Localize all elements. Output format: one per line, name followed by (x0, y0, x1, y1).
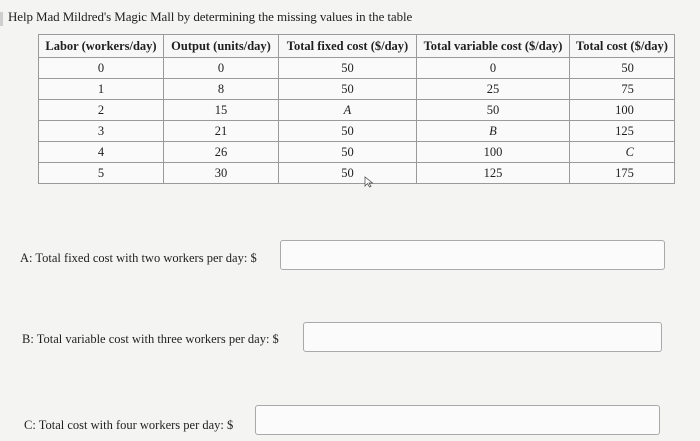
cell-total-cost-missing-c: C (570, 142, 675, 163)
cost-table (38, 34, 675, 184)
cell-variable-cost: 50 (417, 100, 570, 121)
header-labor: Labor (workers/day) (39, 35, 164, 58)
question-b-label: B: Total variable cost with three workers per day: $ (22, 332, 279, 346)
cell-fixed-cost-missing-a: A (279, 100, 417, 121)
header-total-cost: Total cost ($/day) (570, 35, 675, 58)
cell-variable-cost: 25 (417, 79, 570, 100)
cell-fixed-cost: 50 (279, 142, 417, 163)
cell-labor: 1 (39, 79, 164, 100)
cell-labor: 4 (39, 142, 164, 163)
cell-output: 30 (164, 163, 279, 184)
cell-total-cost: 175 (570, 163, 675, 184)
header-variable-cost: Total variable cost ($/day) (417, 35, 570, 58)
table-row (39, 121, 675, 142)
cell-fixed-cost: 50 (279, 163, 417, 184)
mouse-pointer-icon (364, 176, 374, 188)
cell-total-cost: 125 (570, 121, 675, 142)
cell-total-cost: 100 (570, 100, 675, 121)
cell-total-cost: 50 (570, 58, 675, 79)
cell-labor: 2 (39, 100, 164, 121)
cell-fixed-cost: 50 (279, 121, 417, 142)
cell-fixed-cost: 50 (279, 58, 417, 79)
cell-output: 0 (164, 58, 279, 79)
header-output: Output (units/day) (164, 35, 279, 58)
cell-output: 26 (164, 142, 279, 163)
cell-total-cost: 75 (570, 79, 675, 100)
answer-a-input[interactable] (280, 240, 665, 270)
answer-b-input[interactable] (303, 322, 662, 352)
cell-labor: 5 (39, 163, 164, 184)
cell-labor: 0 (39, 58, 164, 79)
cell-variable-cost-missing-b: B (417, 121, 570, 142)
cell-output: 8 (164, 79, 279, 100)
cell-variable-cost: 0 (417, 58, 570, 79)
cell-fixed-cost: 50 (279, 79, 417, 100)
window-edge-mark (0, 12, 3, 26)
cell-variable-cost: 100 (417, 142, 570, 163)
question-a-label: A: Total fixed cost with two workers per day: $ (20, 251, 257, 265)
cell-output: 21 (164, 121, 279, 142)
cell-labor: 3 (39, 121, 164, 142)
table-row (39, 163, 675, 184)
cell-output: 15 (164, 100, 279, 121)
instruction-text: Help Mad Mildred's Magic Mall by determining the missing values in the table (8, 9, 413, 24)
answer-c-input[interactable] (255, 405, 660, 435)
table-row (39, 58, 675, 79)
table-row (39, 79, 675, 100)
header-fixed-cost: Total fixed cost ($/day) (279, 35, 417, 58)
cell-variable-cost: 125 (417, 163, 570, 184)
question-c-label: C: Total cost with four workers per day: $ (24, 418, 234, 432)
table-row (39, 142, 675, 163)
table-header-row (39, 35, 675, 58)
table-row (39, 100, 675, 121)
